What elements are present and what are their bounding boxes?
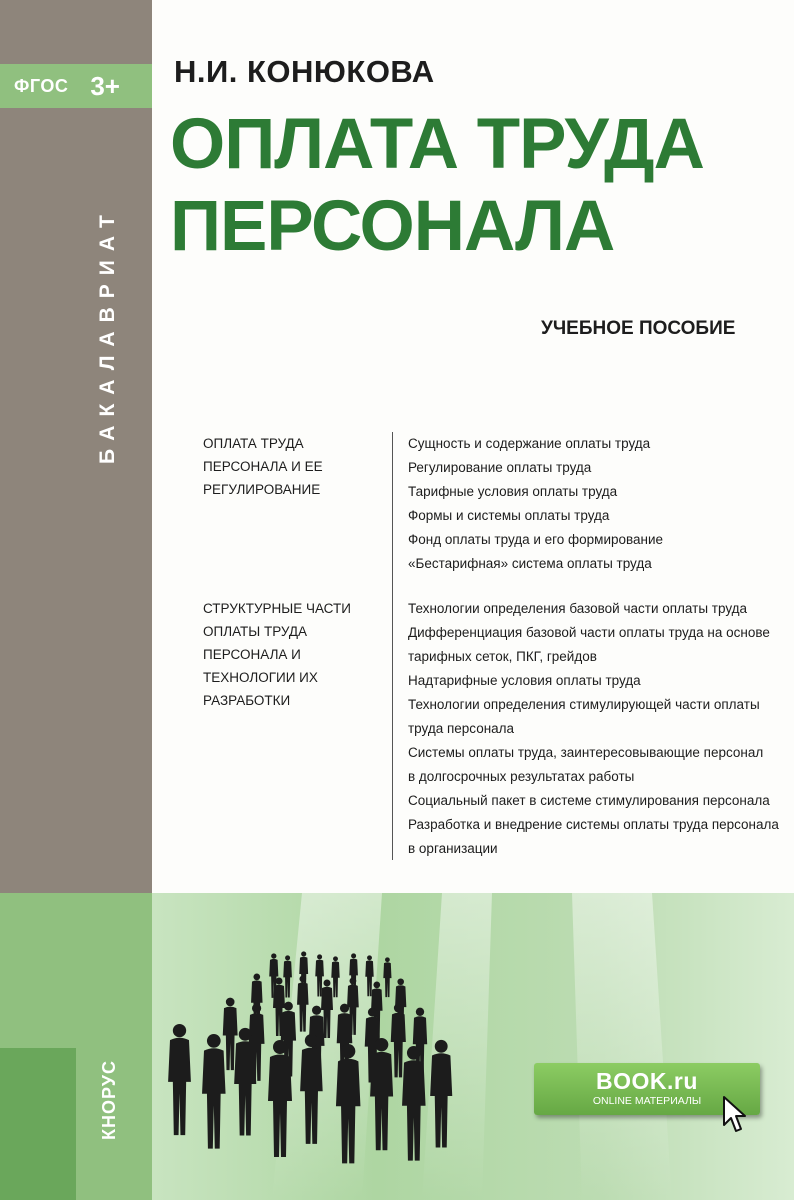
book-title [170, 104, 770, 268]
title-line-2: ПЕРСОНАЛА [170, 187, 615, 266]
topic-item: Технологии определения базовой части оплаты труда [408, 601, 748, 616]
crowd-illustration [152, 893, 794, 1200]
people-silhouettes [152, 893, 794, 1200]
topic-item: Технологии определения стимулирующей части оплаты [408, 697, 760, 712]
mouse-cursor-icon [722, 1095, 748, 1135]
topic-item: Надтарифные условия оплаты труда [408, 673, 641, 688]
topic-item: Фонд оплаты труда и его формирование [408, 532, 664, 547]
person-silhouette [402, 1046, 426, 1161]
topic-item: Системы оплаты труда, заинтересовывающие персонал [408, 745, 764, 760]
bookru-label: BOOK.ru [596, 1068, 698, 1094]
fgos-badge [0, 64, 152, 108]
topic-item: Разработка и внедрение системы оплаты труда персонала [408, 817, 779, 832]
topic-item: Дифференциация базовой части оплаты труда на основе [408, 625, 770, 640]
person-silhouette [391, 1004, 406, 1078]
topic-item: «Бестарифная» система оплаты труда [408, 556, 652, 571]
person-silhouette [234, 1028, 256, 1136]
topic-item: в долгосрочных результатах работы [408, 769, 635, 784]
topic-item: Формы и системы оплаты труда [408, 508, 610, 523]
topic-item: труда персонала [408, 721, 515, 736]
topic-item: Сущность и содержание оплаты труда [408, 436, 651, 451]
topic-item: Тарифные условия оплаты труда [408, 484, 618, 499]
person-silhouette [168, 1024, 191, 1135]
online-materials-label: ONLINE МАТЕРИАЛЫ [592, 1095, 702, 1107]
person-silhouette [202, 1034, 226, 1149]
person-silhouette [283, 955, 292, 997]
person-silhouette [383, 957, 391, 997]
topic-item: Регулирование оплаты труда [408, 460, 592, 475]
level-label: БАКАЛАВРИАТ [96, 206, 119, 464]
title-line-1: ОПЛАТА ТРУДА [170, 105, 704, 184]
contents-divider [392, 432, 393, 860]
section-heading: ОПЛАТА ТРУДА ПЕРСОНАЛА И ЕЕ РЕГУЛИРОВАНИЕ [203, 436, 323, 497]
fgos-version: 3+ [90, 70, 120, 101]
fgos-label: ФГОС [14, 75, 69, 96]
book-subtitle: УЧЕБНОЕ ПОСОБИЕ [541, 318, 736, 339]
topic-list-2 [408, 597, 779, 861]
section-heading: СТРУКТУРНЫЕ ЧАСТИ ОПЛАТЫ ТРУДА ПЕРСОНАЛА И ТЕХНОЛОГИИ ИХ РАЗРАБОТКИ [203, 601, 351, 708]
topic-item: Социальный пакет в системе стимулирования персонала [408, 793, 770, 808]
spine-green-block [0, 1048, 76, 1200]
person-silhouette [370, 1038, 393, 1150]
topic-list-1 [408, 432, 768, 576]
topic-item: тарифных сеток, ПКГ, грейдов [408, 649, 597, 664]
publisher-label: КНОРУС [99, 1060, 119, 1140]
topic-item: в организации [408, 841, 498, 856]
author-name: Н.И. КОНЮКОВА [174, 54, 435, 89]
